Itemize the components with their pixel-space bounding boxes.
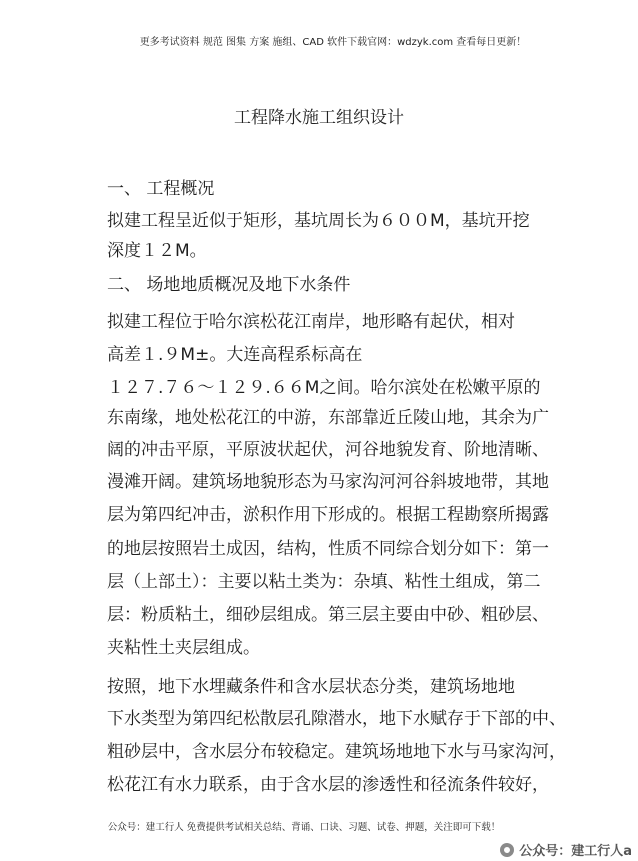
body-line: 层（上部土）：主要以粘土类为：杂填、粘性土组成，第二	[107, 572, 541, 592]
body-line: 高差１.９M±。大连高程系标高在	[107, 345, 363, 365]
watermark	[500, 840, 632, 859]
document-title: 工程降水施工组织设计	[234, 108, 404, 128]
body-line: 拟建工程位于哈尔滨松花江南岸，地形略有起伏，相对	[107, 312, 515, 332]
body-line: 下水类型为第四纪松散层孔隙潜水，地下水赋存于下部的中、	[107, 709, 566, 729]
body-line: 粗砂层中，含水层分布较稳定。建筑场地地下水与马家沟河，	[107, 742, 566, 762]
body-line: 东南缘，地处松花江的中游，东部靠近丘陵山地，其余为广	[107, 408, 549, 428]
page-header-note: 更多考试资料 规范 图集 方案 施组、CAD 软件下载官网：wdzyk.com 查看每日更新！	[139, 37, 527, 48]
body-line: 拟建工程呈近似于矩形，基坑周长为６００M，基坑开挖	[107, 211, 530, 231]
body-line: 按照，地下水埋藏条件和含水层状态分类，建筑场地地	[107, 677, 515, 697]
page-footer-note: 公众号：建工行人 免费提供考试相关总结、背诵、口诀、习题、试卷、押题，关注即可下载！	[107, 822, 501, 833]
body-line: １２７.７６～１２９.６６M之间。哈尔滨处在松嫩平原的	[107, 378, 541, 398]
body-line: 深度１２M。	[107, 241, 207, 261]
body-line: 一、 工程概况	[107, 179, 215, 199]
body-line: 阔的冲击平原，平原波状起伏，河谷地貌发育、阶地清晰、	[107, 440, 549, 460]
body-line: 松花江有水力联系，由于含水层的渗透性和径流条件较好，	[107, 775, 549, 795]
body-line: 二、 场地地质概况及地下水条件	[107, 275, 351, 295]
body-line: 的地层按照岩土成因，结构，性质不同综合划分如下：第一	[107, 539, 549, 559]
watermark-text: 公众号：建工行人a	[519, 844, 632, 859]
body-line: 夹粘性土夹层组成。	[107, 638, 260, 658]
body-line: 漫滩开阔。建筑场地貌形态为马家沟河河谷斜坡地带，其地	[107, 472, 549, 492]
wechat-icon	[500, 843, 514, 857]
body-line: 层：粉质粘土，细砂层组成。第三层主要由中砂、粗砂层、	[107, 605, 549, 625]
body-line: 层为第四纪冲击，淤积作用下形成的。根据工程勘察所揭露	[107, 505, 549, 525]
